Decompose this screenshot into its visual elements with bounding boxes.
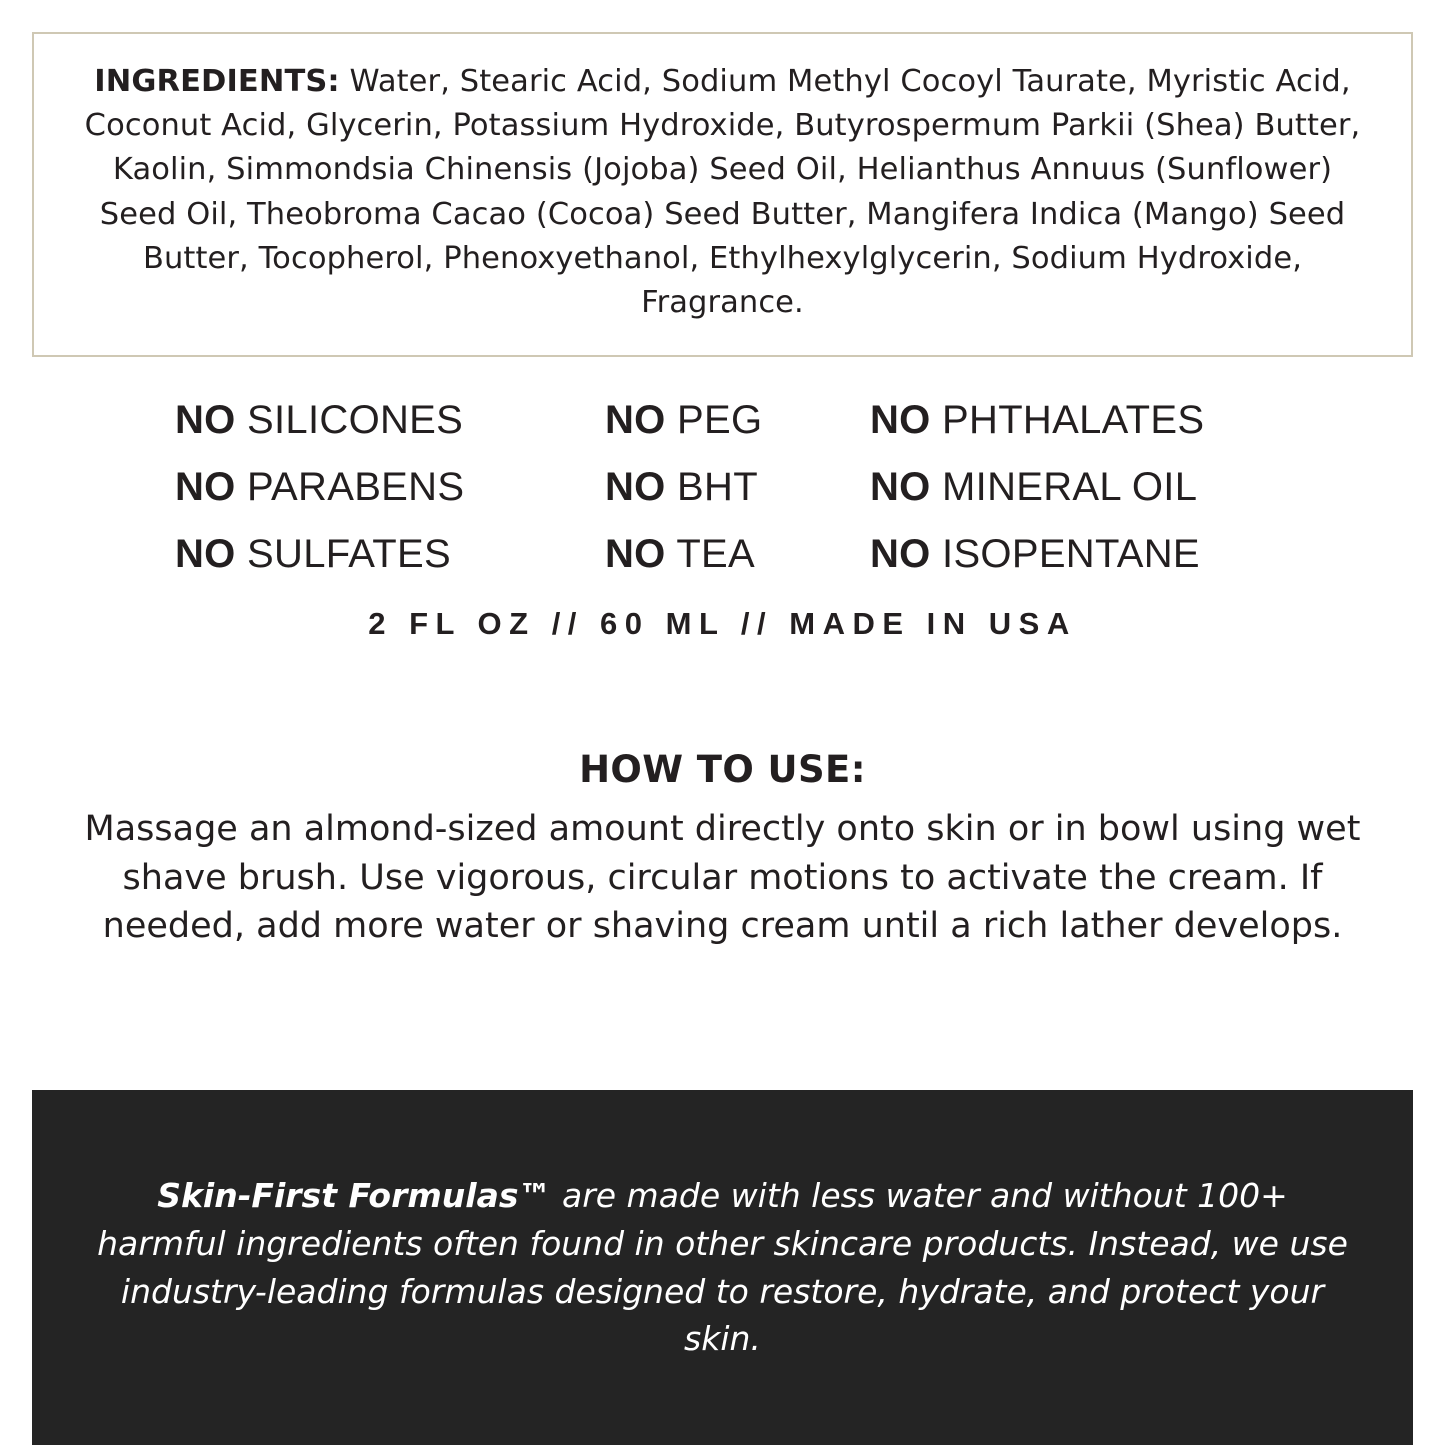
how-to-use-body: Massage an almond-sized amount directly onto skin or in bowl using wet shave brush. Use vigorous, circular motions to activate the cream. If needed, add more water or shaving cream until a rich lather develops. [84, 809, 1361, 947]
claim-label: SILICONES [247, 398, 464, 442]
claim-item [175, 392, 605, 449]
ingredients-list: Water, Stearic Acid, Sodium Methyl Cocoyl Taurate, Myristic Acid, Coconut Acid, Glycerin, Potassium Hydroxide, Butyrospermum Parkii (Shea) Butter, Kaolin, Simmondsia Chinensis (Jojoba) Seed Oil, Helianthus Annuus (Sunflower) Seed Oil, Theobroma Cacao (Cocoa) Seed Butter, Mangifera Indica (Mango) Seed Butter, Tocopherol, Phenoxyethanol, Ethylhexylglycerin, Sodium Hydroxide, Fragrance. [84, 64, 1361, 321]
claim-label: PHTHALATES [942, 398, 1205, 442]
ingredients-box [32, 32, 1413, 357]
claim-item [605, 459, 870, 516]
claim-prefix: NO [175, 531, 236, 576]
brand-formula-name: Skin-First Formulas™ [157, 1175, 552, 1215]
claim-label: SULFATES [247, 531, 451, 576]
claim-prefix: NO [870, 398, 931, 442]
claim-item [605, 526, 870, 583]
claim-label: BHT [677, 464, 758, 509]
claim-item [605, 392, 870, 449]
claim-prefix: NO [605, 464, 666, 509]
claim-item [870, 526, 1270, 583]
brand-statement-body: are made with less water and without 100+ harmful ingredients often found in other skincare products. Instead, we use industry-leading formulas designed to restore, hydrate, and protect your skin. [97, 1175, 1348, 1359]
claim-label: MINERAL OIL [942, 464, 1198, 509]
claim-prefix: NO [175, 398, 236, 442]
how-to-use-section [70, 748, 1375, 951]
brand-statement-text [92, 1172, 1353, 1363]
claim-prefix: NO [870, 531, 931, 576]
claim-item [175, 459, 605, 516]
claim-label: ISOPENTANE [942, 531, 1200, 576]
how-to-use-title: HOW TO USE: [579, 748, 866, 791]
ingredients-label: INGREDIENTS: [94, 64, 340, 99]
claim-item [870, 392, 1270, 449]
claim-label: PARABENS [247, 464, 465, 509]
size-and-origin-line: 2 FL OZ // 60 ML // MADE IN USA [368, 606, 1077, 641]
claim-label: PEG [677, 398, 763, 442]
claim-prefix: NO [605, 398, 666, 442]
free-from-claims [0, 392, 1445, 582]
ingredients-paragraph [72, 60, 1373, 325]
claim-item [175, 526, 605, 583]
claim-prefix: NO [870, 464, 931, 509]
claim-item [870, 459, 1270, 516]
claim-prefix: NO [175, 464, 236, 509]
claim-prefix: NO [605, 531, 666, 576]
claims-grid [175, 392, 1270, 582]
claim-label: TEA [676, 531, 756, 576]
brand-statement-panel [32, 1090, 1413, 1445]
